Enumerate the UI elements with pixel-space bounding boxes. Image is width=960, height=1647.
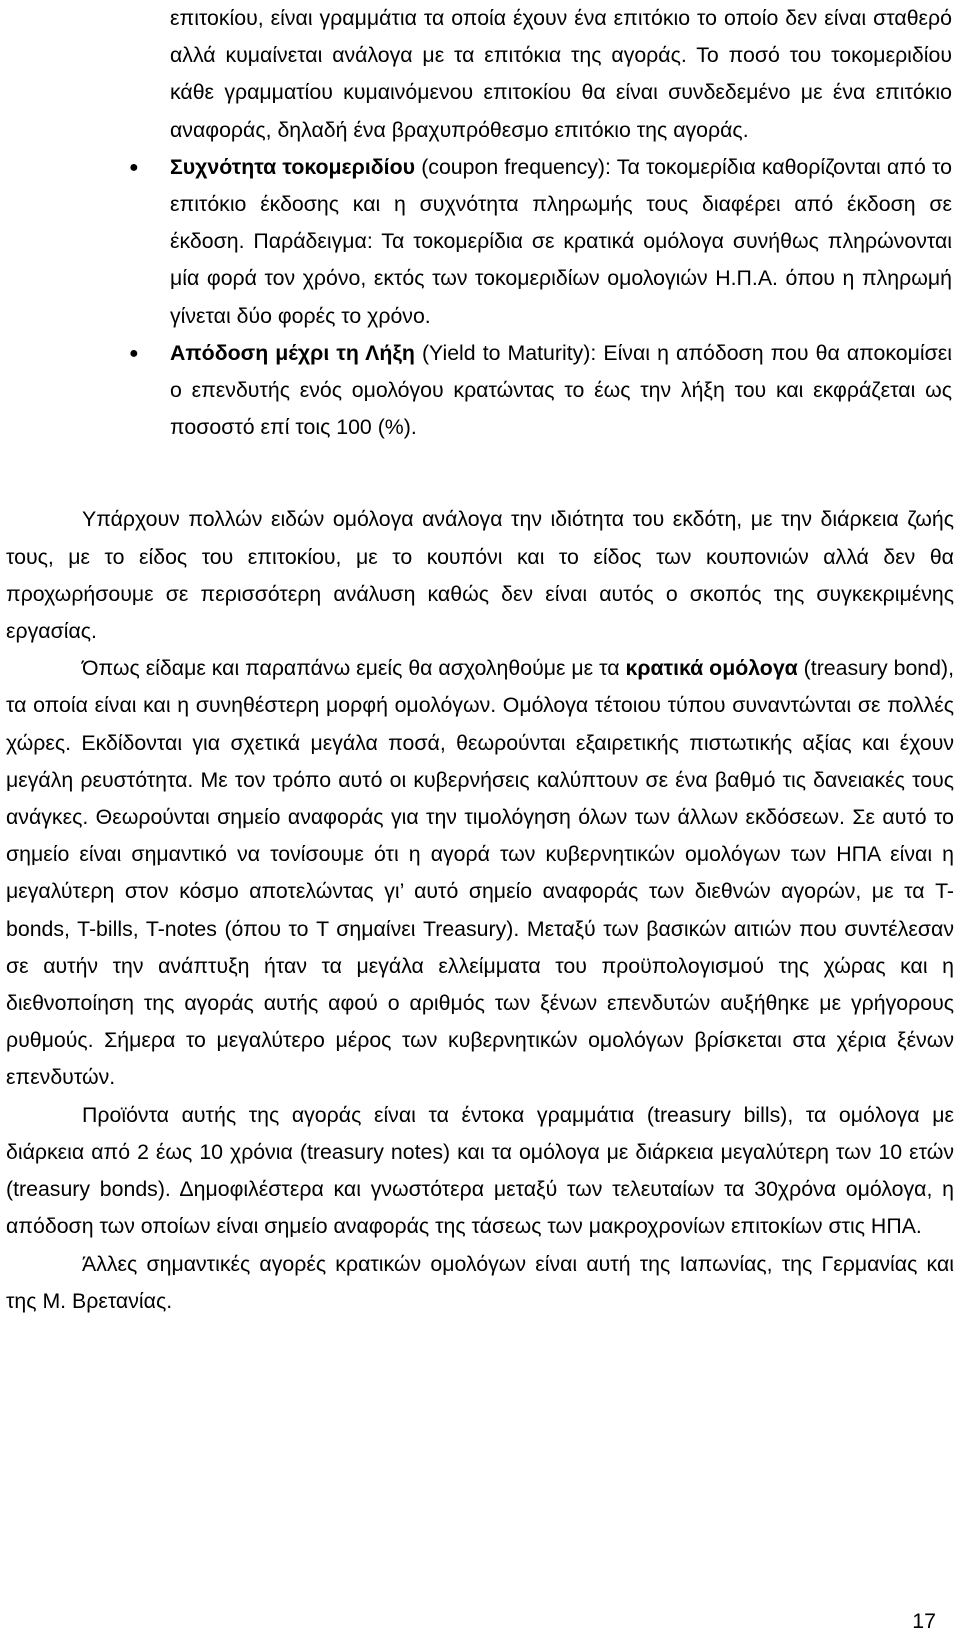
bullet-item-yield-to-maturity [129, 335, 952, 447]
paragraph-treasury-bonds [6, 650, 954, 1096]
bullet-icon: ● [129, 344, 139, 362]
bullet-item-coupon-frequency [129, 149, 952, 335]
bullet-text: (coupon frequency): Τα τοκομερίδια καθορίζονται από το επιτόκιο έκδοσης και η συχνότητα πληρωμής τους διαφέρει από έκδοση σε έκδοση. Παράδειγμα: Τα τοκομερίδια σε κρατικά ομόλογα συνήθως πληρώνονται μία φορά τον χρόνο, εκτός των τοκομεριδίων ομολογιών Η.Π.Α. όπου η πληρωμή γίνεται δύο φορές το χρόνο. [170, 154, 952, 328]
document-page [6, 0, 954, 1320]
paragraph-market-products: Προϊόντα αυτής της αγοράς είναι τα έντοκα γραμμάτια (treasury bills), τα ομόλογα με διάρκεια από 2 έως 10 χρόνια (treasury notes) και τα ομόλογα με διάρκεια μεγαλύτερη των 10 ετών (treasury bonds). Δημοφιλέστερα και γνωστότερα μεταξύ των τελευταίων τα 30χρόνα ομόλογα, η απόδοση των οποίων είναι σημείο αναφοράς της τάσεως των μακροχρονίων επιτοκίων στις ΗΠΑ. [6, 1102, 954, 1239]
paragraph-other-markets: Άλλες σημαντικές αγορές κρατικών ομολόγων είναι αυτή της Ιαπωνίας, της Γερμανίας και της Μ. Βρετανίας. [6, 1251, 954, 1313]
bullet-term: Απόδοση μέχρι τη Λήξη [170, 340, 415, 365]
body-text [6, 501, 954, 1319]
bullet-term: Συχνότητα τοκομεριδίου [170, 154, 415, 179]
paragraph-bold-term: κρατικά ομόλογα [625, 656, 798, 681]
paragraph-bond-types: Υπάρχουν πολλών ειδών ομόλογα ανάλογα την ιδιότητα του εκδότη, με την διάρκεια ζωής τους, με το είδος του επιτοκίου, με το κουπόνι και το είδος των κουπονιών αλλά δεν θα προχωρήσουμε σε περισσότερη ανάλυση καθώς δεν είναι αυτός ο σκοπός της συγκεκριμένης εργασίας. [6, 507, 954, 644]
bullet-continuation-text: επιτοκίου, είναι γραμμάτια τα οποία έχουν ένα επιτόκιο το οποίο δεν είναι σταθερό αλλά κυμαίνεται ανάλογα με τα επιτόκια της αγοράς. Το ποσό του τοκομεριδίου κάθε γραμματίου κυμαινόμενου επιτοκίου θα είναι συνδεδεμένο με ένα επιτόκιο αναφοράς, δηλαδή ένα βραχυπρόθεσμο επιτόκιο της αγοράς. [170, 6, 952, 142]
bullet-text: (Yield to Maturity): Είναι η απόδοση που θα αποκομίσει ο επενδυτής ενός ομολόγου κρατώντας το έως την λήξη του και εκφράζεται ως ποσοστό επί τοις 100 (%). [170, 340, 952, 440]
bullet-icon: ● [129, 158, 139, 176]
paragraph-text: (treasury bond), τα οποία είναι και η συνηθέστερη μορφή ομολόγων. Ομόλογα τέτοιου τύπου συναντώνται σε πολλές χώρες. Εκδίδονται για σχετικά μεγάλα ποσά, θεωρούνται εξαιρετικής πιστωτικής αξίας και έχουν μεγάλη ρευστότητα. Με τον τρόπο αυτό οι κυβερνήσεις καλύπτουν σε ένα βαθμό τις δανειακές τους ανάγκες. Θεωρούνται σημείο αναφοράς για την τιμολόγηση όλων των άλλων εκδόσεων. Σε αυτό το σημείο είναι σημαντικό να τονίσουμε ότι η αγορά των κυβερνητικών ομολόγων των ΗΠΑ είναι η μεγαλύτερη στον κόσμο αποτελώντας γι’ αυτό σημείο αναφοράς των διεθνών αγορών, με τα T-bonds, T-bills, T-notes (όπου το T σημαίνει Treasury). Μεταξύ των βασικών αιτιών που συντέλεσαν σε αυτήν την ανάπτυξη ήταν τα μεγάλα ελλείμματα του προϋπολογισμού της χώρας και η διεθνοποίηση της αγοράς αυτής αφού ο αριθμός των ξένων επενδυτών αυξήθηκε με γρήγορους ρυθμούς. Σήμερα το μεγαλύτερο μέρος των κυβερνητικών ομολόγων βρίσκεται στα χέρια ξένων επενδυτών. [6, 656, 955, 1090]
page-number: 17 [912, 1609, 936, 1633]
paragraph-text: Όπως είδαμε και παραπάνω εμείς θα ασχοληθούμε με τα [82, 656, 626, 681]
